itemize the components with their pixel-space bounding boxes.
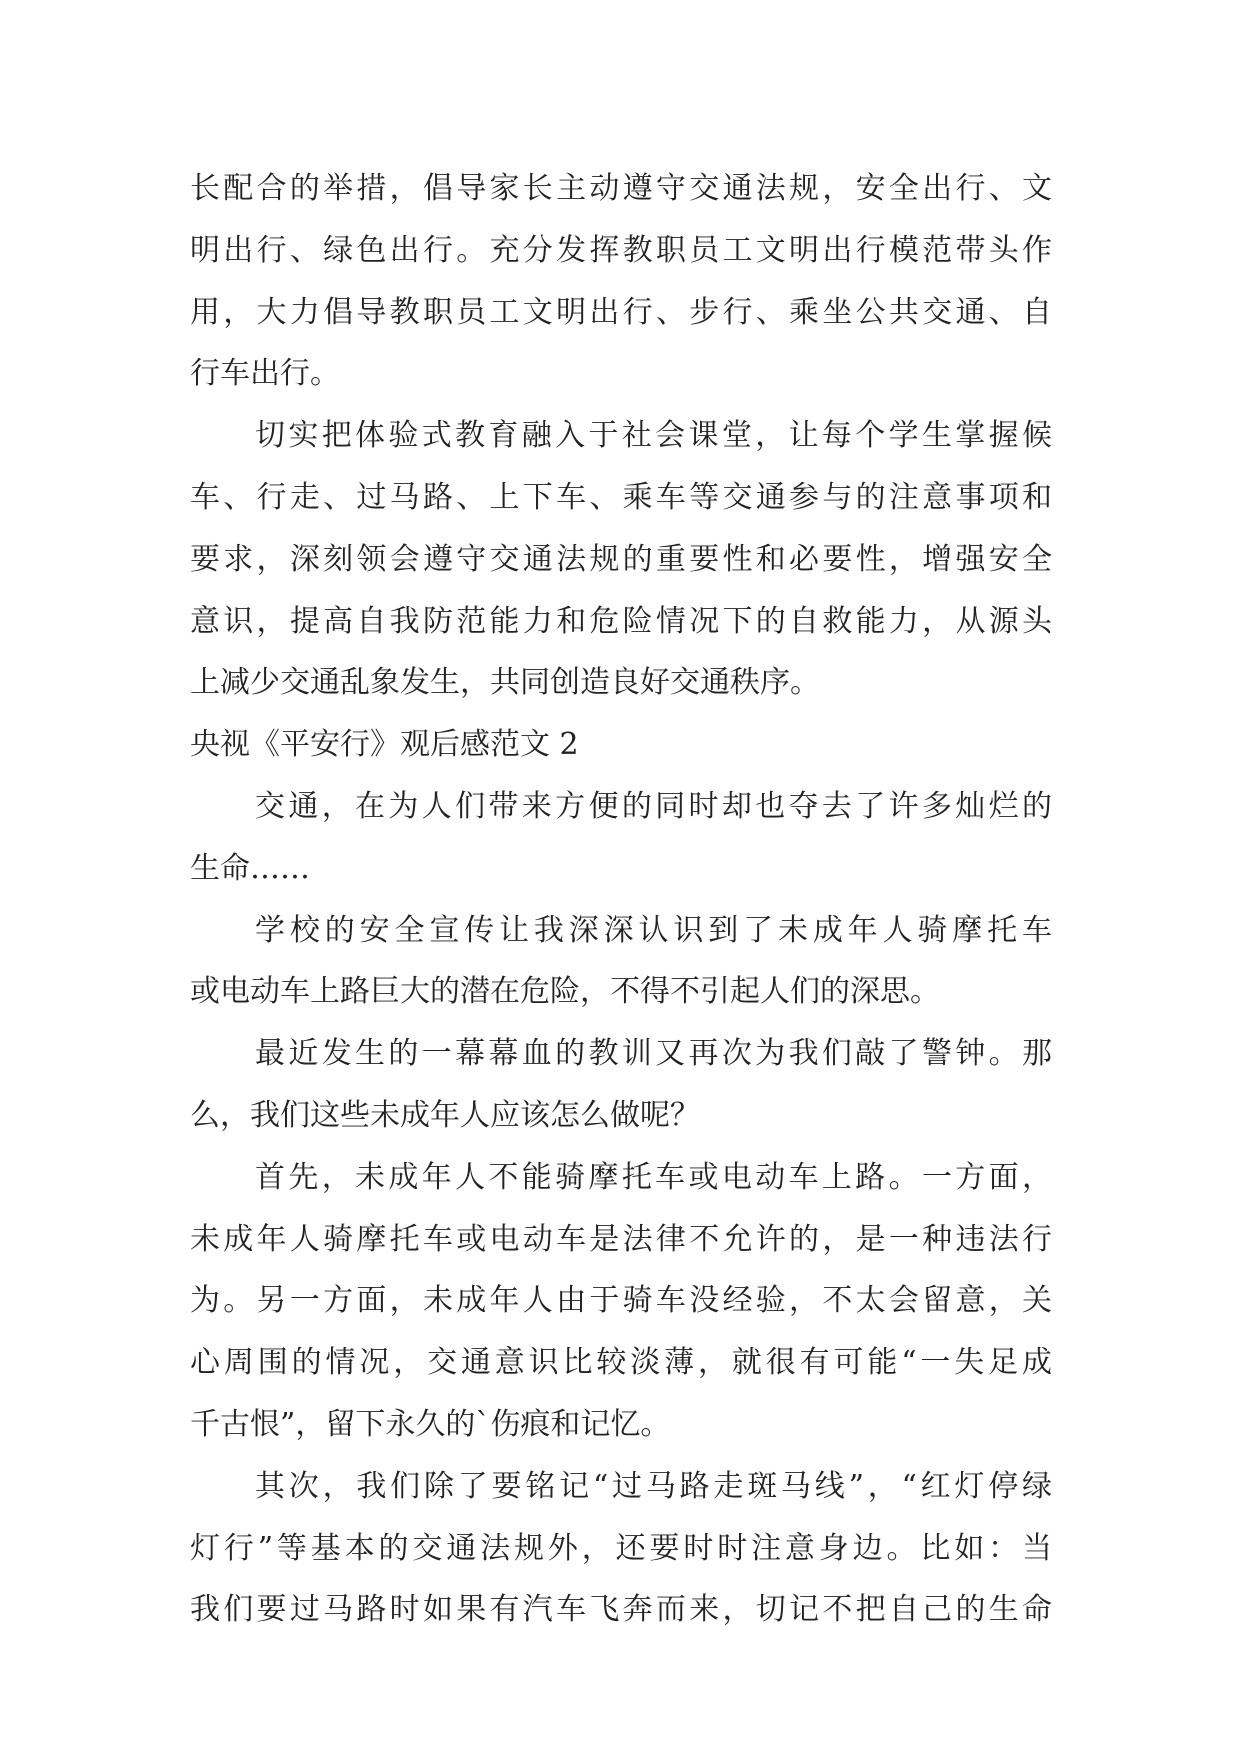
text-line: 切实把体验式教育融入于社会课堂，让每个学生掌握候 — [255, 418, 1052, 454]
text-line: 意识，提高自我防范能力和危险情况下的自救能力，从源头 — [190, 603, 1052, 639]
text-line: 用，大力倡导教职员工文明出行、步行、乘坐公共交通、自 — [190, 294, 1052, 330]
body-text — [190, 158, 1052, 1641]
text-line: 心周围的情况，交通意识比较淡薄，就很有可能“一失足成 — [190, 1345, 1052, 1381]
text-line: 车、行走、过马路、上下车、乘车等交通参与的注意事项和 — [190, 479, 1052, 515]
text-line: 或电动车上路巨大的潜在危险，不得不引起人们的深思。 — [190, 974, 940, 1010]
text-line: 么，我们这些未成年人应该怎么做呢？ — [190, 1097, 700, 1133]
text-line: 长配合的举措，倡导家长主动遵守交通法规，安全出行、文 — [190, 171, 1052, 206]
text-line: 灯行”等基本的交通法规外，还要时时注意身边。比如：当 — [190, 1530, 1052, 1566]
text-line: 千古恨”，留下永久的`伤痕和记忆。 — [190, 1406, 671, 1442]
text-line: 为。另一方面，未成年人由于骑车没经验，不太会留意，关 — [190, 1283, 1052, 1319]
text-line: 交通，在为人们带来方便的同时却也夺去了许多灿烂的 — [255, 788, 1052, 824]
section-heading: 央视《平安行》观后感范文 2 — [190, 727, 579, 763]
text-line: 上减少交通乱象发生，共同创造良好交通秩序。 — [190, 665, 820, 701]
text-line: 明出行、绿色出行。充分发挥教职员工文明出行模范带头作 — [190, 232, 1052, 268]
text-line: 行车出行。 — [190, 356, 340, 392]
text-line: 最近发生的一幕幕血的教训又再次为我们敲了警钟。那 — [255, 1036, 1052, 1072]
text-line: 学校的安全宣传让我深深认识到了未成年人骑摩托车 — [255, 912, 1052, 948]
text-line: 首先，未成年人不能骑摩托车或电动车上路。一方面， — [255, 1159, 1052, 1195]
text-line: 生命…… — [190, 850, 310, 886]
text-line: 未成年人骑摩托车或电动车是法律不允许的，是一种违法行 — [190, 1221, 1052, 1257]
text-line: 我们要过马路时如果有汽车飞奔而来，切记不把自己的生命 — [190, 1592, 1052, 1628]
text-line: 要求，深刻领会遵守交通法规的重要性和必要性，增强安全 — [190, 541, 1052, 577]
text-line: 其次，我们除了要铭记“过马路走斑马线”，“红灯停绿 — [255, 1468, 1052, 1504]
